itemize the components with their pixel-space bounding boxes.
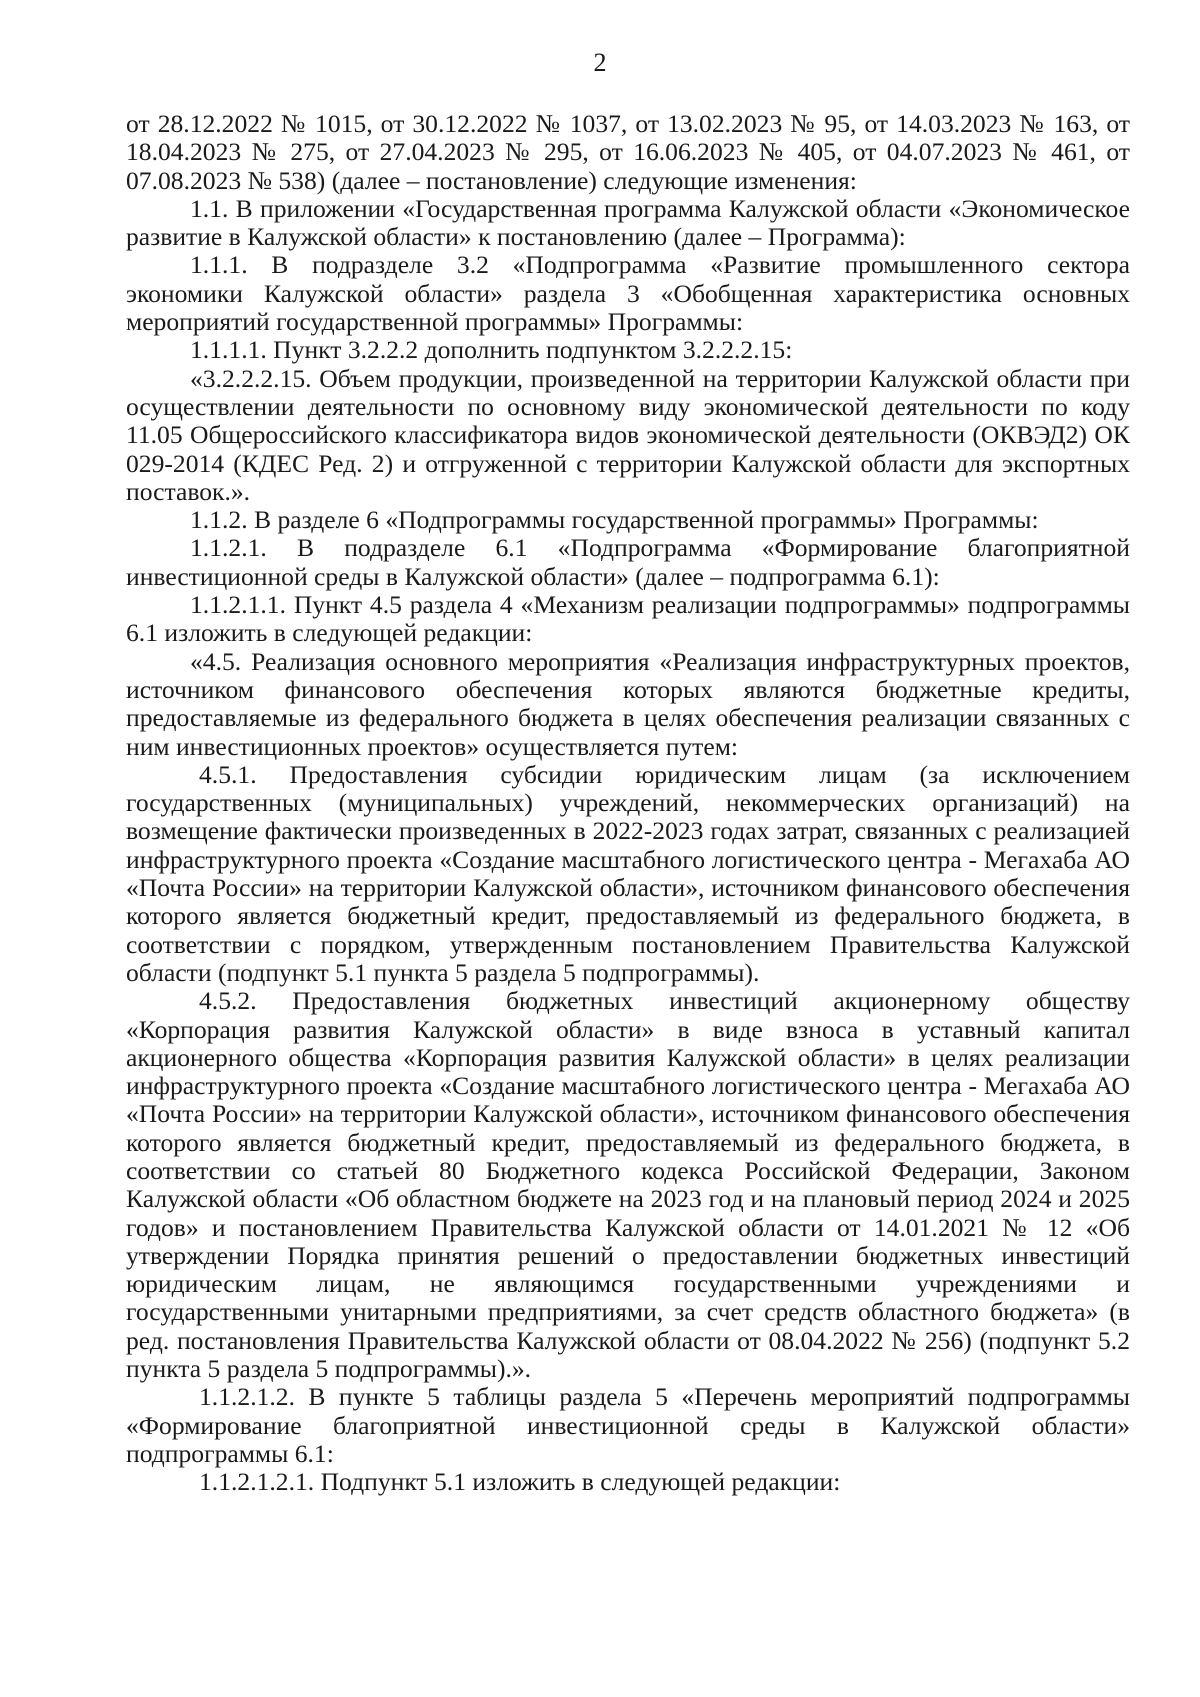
document-body (126, 110, 1130, 1497)
paragraph-13: 1.1.2.1.2.1. Подпункт 5.1 изложить в следующей редакции: (199, 1467, 841, 1497)
paragraph-5: «3.2.2.2.15. Объем продукции, произведенной на территории Калужской области при осуществлении деятельности по основному виду экономической деятельности по коду 11.05 Общероссийского классификатора видов экономической деятельности (ОКВЭД2) ОК 029-2014 (КДЕС Ред. 2) и отгруженной с территории Калужской области для экспортных поставок.». (126, 363, 1130, 506)
paragraph-9: «4.5. Реализация основного мероприятия «Реализация инфраструктурных проектов, источником финансового обеспечения которых являются бюджетные кредиты, предоставляемые из федерального бюджета в целях обеспечения реализации связанных с ним инвестиционных проектов» осуществляется путем: (126, 646, 1130, 761)
paragraph-11: 4.5.2. Предоставления бюджетных инвестиций акционерному обществу «Корпорация развития Калужской области» в виде взноса в уставный капитал акционерного общества «Корпорация развития Калужской области» в целях реализации инфраструктурного проекта «Создание масштабного логистического центра - Мегахаба АО «Почта России» на территории Калужской области», источником финансового обеспечения которого является бюджетный кредит, предоставляемый из федерального бюджета, в соответствии со статьей 80 Бюджетного кодекса Российской Федерации, Законом Калужской области «Об областном бюджете на 2023 год и на плановый период 2024 и 2025 годов» и постановлением Правительства Калужской области от 14.01.2021 № 12 «Об утверждении Порядка принятия решений о предоставлении бюджетных инвестиций юридическим лицам, не являющимся государственными учреждениями и государственными унитарными предприятиями, за счет средств областного бюджета» (в ред. постановления Правительства Калужской области от 08.04.2022 № 256) (подпункт 5.2 пункта 5 раздела 5 подпрограммы).». (126, 986, 1130, 1384)
paragraph-4: 1.1.1.1. Пункт 3.2.2.2 дополнить подпунктом 3.2.2.2.15: (190, 335, 793, 365)
paragraph-3: 1.1.1. В подразделе 3.2 «Подпрограмма «Развитие промышленного сектора экономики Калужской области» раздела 3 «Обобщенная характеристика основных мероприятий государственной программы» Программы: (126, 250, 1130, 337)
paragraph-12: 1.1.2.1.2. В пункте 5 таблицы раздела 5 «Перечень мероприятий подпрограммы «Формирование благоприятной инвестиционной среды в Калужской области» подпрограммы 6.1: (126, 1382, 1130, 1468)
paragraph-6: 1.1.2. В разделе 6 «Подпрограммы государственной программы» Программы: (190, 505, 1039, 535)
page-number: 2 (593, 48, 607, 77)
paragraph-8: 1.1.2.1.1. Пункт 4.5 раздела 4 «Механизм реализации подпрограммы» подпрограммы 6.1 изложить в следующей редакции: (126, 590, 1130, 648)
paragraph-7: 1.1.2.1. В подразделе 6.1 «Подпрограмма «Формирование благоприятной инвестиционной среды в Калужской области» (далее – подпрограмма 6.1): (126, 533, 1130, 591)
paragraph-10: 4.5.1. Предоставления субсидии юридическим лицам (за исключением государственных (муниципальных) учреждений, некоммерческих организаций) на возмещение фактически произведенных в 2022-2023 годах затрат, связанных с реализацией инфраструктурного проекта «Создание масштабного логистического центра - Мегахаба АО «Почта России» на территории Калужской области», источником финансового обеспечения которого является бюджетный кредит, предоставляемый из федерального бюджета, в соответствии с порядком, утвержденным постановлением Правительства Калужской области (подпункт 5.1 пункта 5 раздела 5 подпрограммы). (126, 759, 1130, 987)
paragraph-2: 1.1. В приложении «Государственная программа Калужской области «Экономическое развитие в Калужской области» к постановлению (далее – Программа): (126, 193, 1130, 252)
paragraph-1: от 28.12.2022 № 1015, от 30.12.2022 № 1037, от 13.02.2023 № 95, от 14.03.2023 № 163, от 18.04.2023 № 275, от 27.04.2023 № 295, от 16.06.2023 № 405, от 04.07.2023 № 461, от 07.08.2023 № 538) (далее – постановление) следующие изменения: (126, 109, 1130, 195)
